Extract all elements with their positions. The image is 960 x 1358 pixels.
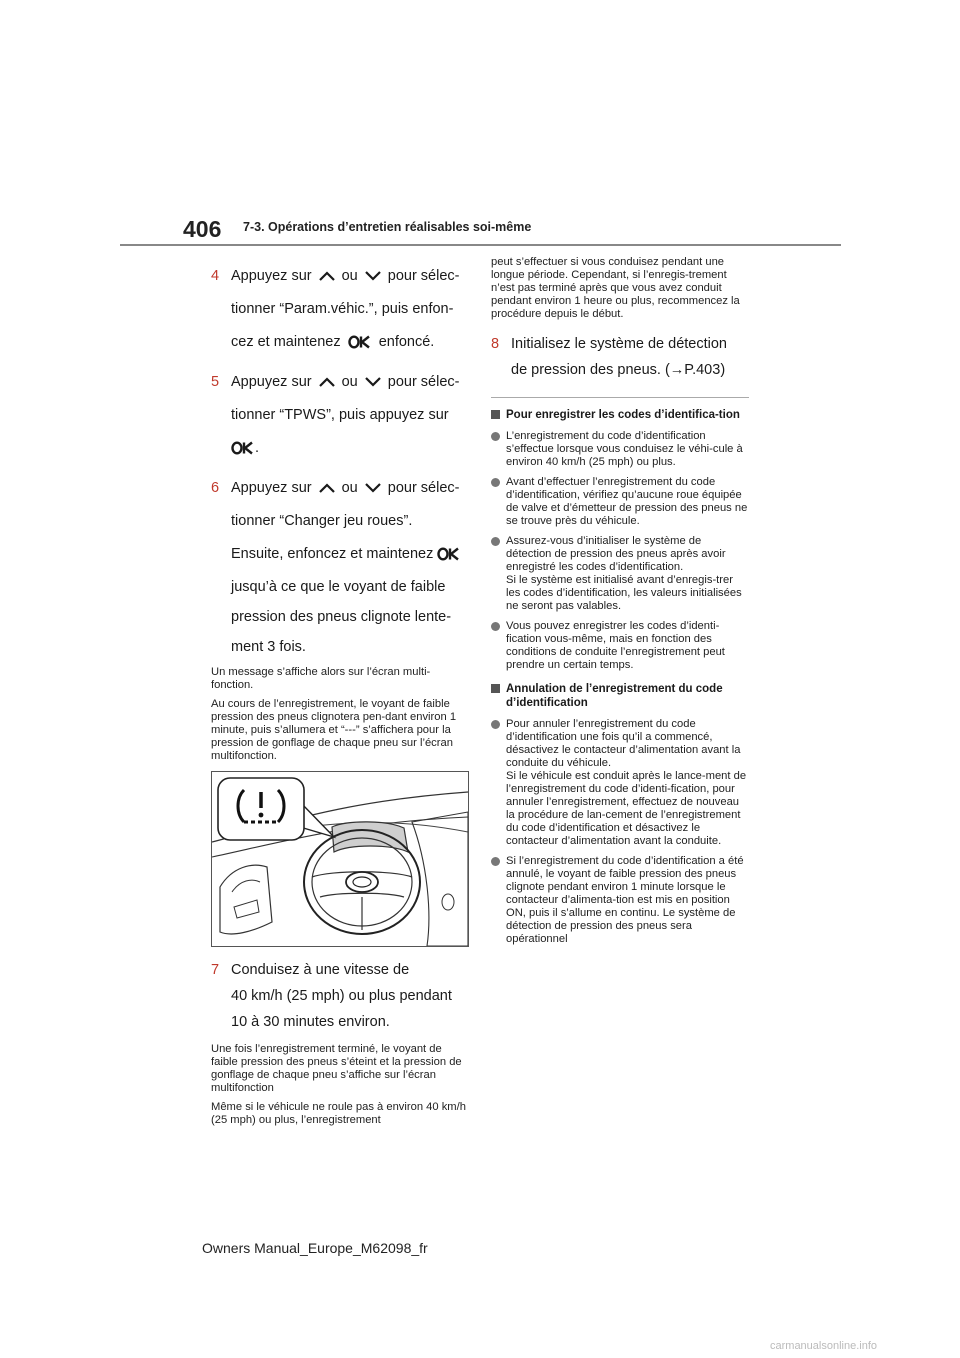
note-registration-complete: Une fois l’enregistrement terminé, le voyant de faible pression des pneus s’éteint et la pression de gonflage de chaque pneu s’affiche sur l’écran multifonction [211,1043,462,1094]
step-7: 7 Conduisez à une vitesse de 40 km/h (25 mph) ou plus pendant 10 à 30 minutes environ. [211,957,469,1035]
bullet-item: Avant d’effectuer l’enregistrement du code d’identification, vérifiez qu’aucune roue équipée de valve et d’émetteur de pression des pneus ne se trouve près du véhicule. [491,476,749,528]
step-8: 8 Initialisez le système de détection de pression des pneus. (→P.403) [491,331,749,383]
step-number: 8 [491,336,500,352]
square-bullet-icon [491,410,500,419]
chevron-down-icon [364,376,382,388]
bullet-dot-icon [491,537,500,546]
right-column [491,256,749,953]
watermark: carmanualsonline.info [770,1340,878,1352]
bullet-item: L’enregistrement du code d’identification s’effectue lorsque vous conduisez le véhi-cule à environ 40 km/h (25 mph) ou plus. [491,430,749,469]
note-continued: peut s’effectuer si vous conduisez pendant une longue période. Cependant, si l’enregis-trement n’est pas terminé après que vous avez conduit pendant environ 1 heure ou plus, recommencez la procédure depuis le début. [491,256,740,320]
header-divider [120,244,841,246]
chevron-down-icon [364,482,382,494]
step-number: 4 [211,268,220,284]
bullet-dot-icon [491,857,500,866]
chevron-down-icon [364,270,382,282]
step-number: 7 [211,962,220,978]
chevron-up-icon [318,482,336,494]
bullet-dot-icon [491,720,500,729]
left-column [211,263,469,1133]
bullet-dot-icon [491,478,500,487]
heading-cancel-registration: Annulation de l’enregistrement du code d’identification [491,682,749,710]
bullet-item: Vous pouvez enregistrer les codes d’identi-fication vous-même, mais en fonction des conditions de conduite l’enregistrement peut prendre un certain temps. [491,620,749,672]
footer-text: Owners Manual_Europe_M62098_fr [202,1240,428,1256]
bullet-dot-icon [491,432,500,441]
page-number: 406 [183,216,222,242]
section-title: 7-3. Opérations d’entretien réalisables soi-même [243,220,532,234]
step-4: 4 Appuyez sur ou pour sélec- tionner “Param.véhic.”, puis enfon- cez et maintenez enfoncé. [211,263,469,355]
step-6: 6 Appuyez sur ou pour sélec- tionner “Changer jeu roues”. Ensuite, enfoncez et maintenez jusqu’à ce que le voyant de faible pression des pneus clignote lente- ment 3 fois. [211,475,469,660]
note-long-drive: Même si le véhicule ne roule pas à environ 40 km/h (25 mph) ou plus, l’enregistrement [211,1101,466,1126]
bullet-item: Si l’enregistrement du code d’identification a été annulé, le voyant de faible pression des pneus clignote pendant environ 1 minute lorsque le contacteur d’alimenta-tion est mis en position ON, puis il s’allume en continu. Le système de détection de pression des pneus sera opérationnel [491,855,749,946]
chevron-up-icon [318,376,336,388]
chevron-up-icon [318,270,336,282]
ok-button-icon [231,441,255,455]
section-divider [491,397,749,398]
dashboard-drawing [212,772,468,946]
square-bullet-icon [491,684,500,693]
heading-register-codes: Pour enregistrer les codes d’identifica-tion [491,408,749,422]
dashboard-illustration [211,771,469,947]
bullet-item: Pour annuler l’enregistrement du code d’identification une fois qu’il a commencé, désactivez le contacteur d’alimentation avant la conduite du véhicule. Si le véhicule est conduit après le lance-ment de l’enregistrement du code d’identi-fication, pour annuler l’enregistrement, effectuez de nouveau la procédure de lan-cement de l’enregistrement du code d’identification et désactivez le contacteur d’alimentation avant la conduite. [491,718,749,848]
step-number: 6 [211,480,220,496]
ok-button-icon [348,335,372,349]
note-message: Un message s’affiche alors sur l’écran multi-fonction. [211,666,431,691]
note-registration: Au cours de l’enregistrement, le voyant de faible pression des pneus clignotera pen-dant environ 1 minute, puis s’allumera et “---” s’affichera pour la pression de gonflage de chaque pneu sur l’écran multifonction. [211,698,457,762]
bullet-item: Assurez-vous d’initialiser le système de détection de pression des pneus après avoir enregistré les codes d’identification. Si le système est initialisé avant d’enregis-trer les codes d’identification, les valeurs initialisées ne seront pas valables. [491,535,749,613]
step-5: 5 Appuyez sur ou pour sélec- tionner “TPWS”, puis appuyez sur . [211,369,469,461]
ok-button-icon [437,547,461,561]
bullet-dot-icon [491,622,500,631]
step-number: 5 [211,374,220,390]
